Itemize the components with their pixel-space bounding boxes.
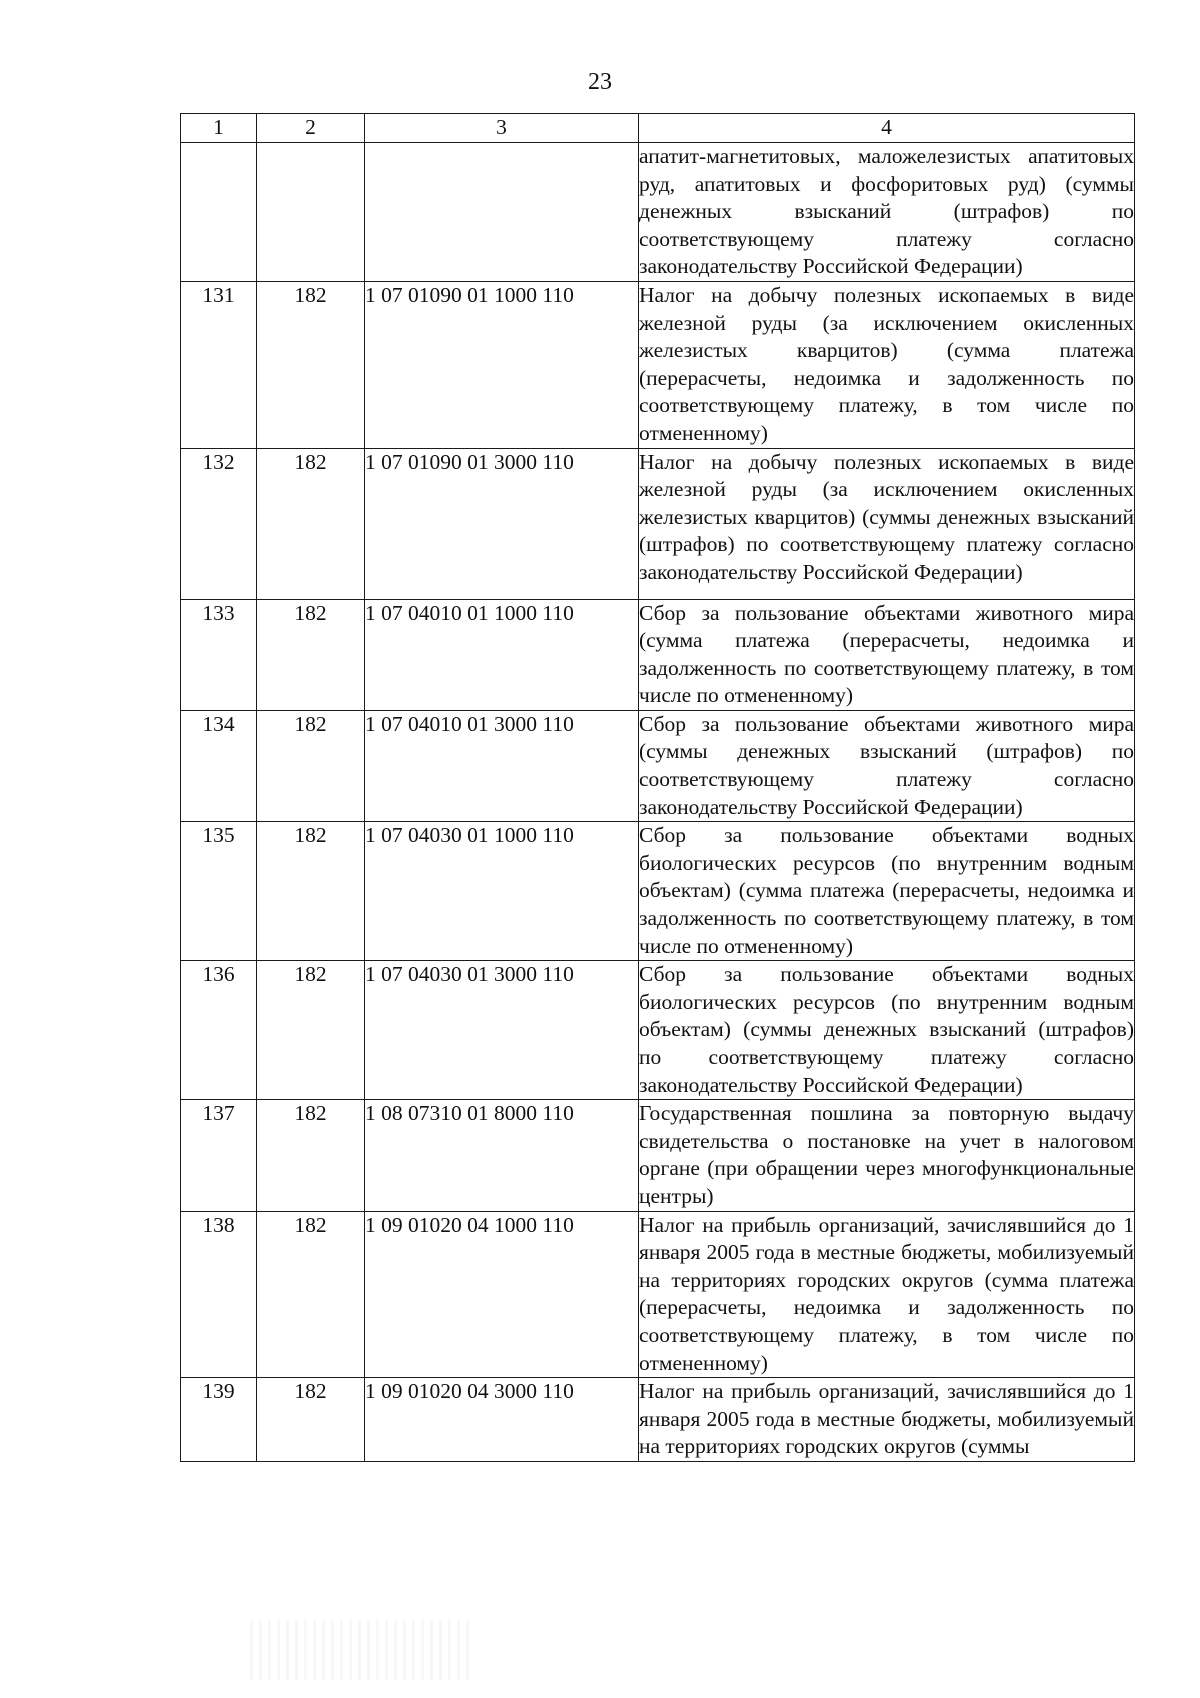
description-cell: Государственная пошлина за повторную выдачу свидетельства о постановке на учет в налоговом органе (при обращении через многофункциональные центры) — [639, 1100, 1135, 1211]
description-cell: Сбор за пользование объектами животного мира (сумма платежа (перерасчеты, недоимка и задолженность по соответствующему платежу, в том числе по отмененному) — [639, 599, 1135, 710]
description-cell: Сбор за пользование объектами животного мира (суммы денежных взысканий (штрафов) по соответствующему платежу согласно законодательству Российской Федерации) — [639, 710, 1135, 821]
description-cell: Налог на добычу полезных ископаемых в виде железной руды (за исключением окисленных железистых кварцитов) (суммы денежных взысканий (штрафов) по соответствующему платежу согласно законодательству Российской Федерации) — [639, 448, 1135, 599]
table-row — [181, 822, 1135, 961]
row-number-cell: 136 — [181, 961, 257, 1100]
table-row — [181, 710, 1135, 821]
budget-code-cell: 1 07 04030 01 1000 110 — [365, 822, 639, 961]
description-cell: Сбор за пользование объектами водных биологических ресурсов (по внутренним водным объектам) (сумма платежа (перерасчеты, недоимка и задолженность по соответствующему платежу, в том числе по отмененному) — [639, 822, 1135, 961]
column-header-1: 1 — [181, 114, 257, 143]
description-cell: апатит-магнетитовых, маложелезистых апатитовых руд, апатитовых и фосфоритовых руд) (суммы денежных взысканий (штрафов) по соответствующему платежу согласно законодательству Российской Федерации) — [639, 143, 1135, 282]
description-cell: Налог на прибыль организаций, зачислявшийся до 1 января 2005 года в местные бюджеты, мобилизуемый на территориях городских округов (суммы — [639, 1378, 1135, 1462]
row-number-cell: 134 — [181, 710, 257, 821]
row-number-cell: 138 — [181, 1211, 257, 1378]
admin-code-cell: 182 — [257, 599, 365, 710]
budget-code-cell: 1 07 01090 01 1000 110 — [365, 281, 639, 448]
row-number-cell: 135 — [181, 822, 257, 961]
table-row — [181, 1100, 1135, 1211]
table-row — [181, 1378, 1135, 1462]
table-row — [181, 448, 1135, 599]
admin-code-cell: 182 — [257, 710, 365, 821]
table-row-continuation — [181, 143, 1135, 282]
admin-code-cell: 182 — [257, 1100, 365, 1211]
description-cell: Налог на прибыль организаций, зачислявшийся до 1 января 2005 года в местные бюджеты, мобилизуемый на территориях городских округов (сумма платежа (перерасчеты, недоимка и задолженность по соответствующему платежу, в том числе по отмененному) — [639, 1211, 1135, 1378]
row-number-cell: 133 — [181, 599, 257, 710]
budget-code-cell: 1 07 04010 01 1000 110 — [365, 599, 639, 710]
admin-code-cell: 182 — [257, 961, 365, 1100]
row-number-cell: 139 — [181, 1378, 257, 1462]
row-number-cell: 132 — [181, 448, 257, 599]
column-header-3: 3 — [365, 114, 639, 143]
page-number: 23 — [588, 69, 612, 95]
scan-artifact — [250, 1620, 470, 1680]
table-row — [181, 599, 1135, 710]
table-row — [181, 1211, 1135, 1378]
admin-code-cell: 182 — [257, 1211, 365, 1378]
description-cell: Налог на добычу полезных ископаемых в виде железной руды (за исключением окисленных железистых кварцитов) (сумма платежа (перерасчеты, недоимка и задолженность по соответствующему платежу, в том числе по отмененному) — [639, 281, 1135, 448]
column-header-4: 4 — [639, 114, 1135, 143]
row-number-cell: 131 — [181, 281, 257, 448]
description-cell: Сбор за пользование объектами водных биологических ресурсов (по внутренним водным объектам) (суммы денежных взысканий (штрафов) по соответствующему платежу согласно законодательству Российской Федерации) — [639, 961, 1135, 1100]
budget-code-cell: 1 09 01020 04 1000 110 — [365, 1211, 639, 1378]
admin-code-cell — [257, 143, 365, 282]
budget-code-cell: 1 07 01090 01 3000 110 — [365, 448, 639, 599]
admin-code-cell: 182 — [257, 448, 365, 599]
budget-code-cell: 1 07 04010 01 3000 110 — [365, 710, 639, 821]
row-number-cell — [181, 143, 257, 282]
admin-code-cell: 182 — [257, 281, 365, 448]
table-row — [181, 281, 1135, 448]
budget-code-cell — [365, 143, 639, 282]
budget-code-cell: 1 09 01020 04 3000 110 — [365, 1378, 639, 1462]
row-number-cell: 137 — [181, 1100, 257, 1211]
table-header-row — [181, 114, 1135, 143]
column-header-2: 2 — [257, 114, 365, 143]
revenue-codes-table — [180, 113, 1135, 1462]
admin-code-cell: 182 — [257, 822, 365, 961]
budget-code-cell: 1 07 04030 01 3000 110 — [365, 961, 639, 1100]
admin-code-cell: 182 — [257, 1378, 365, 1462]
budget-code-cell: 1 08 07310 01 8000 110 — [365, 1100, 639, 1211]
table-row — [181, 961, 1135, 1100]
